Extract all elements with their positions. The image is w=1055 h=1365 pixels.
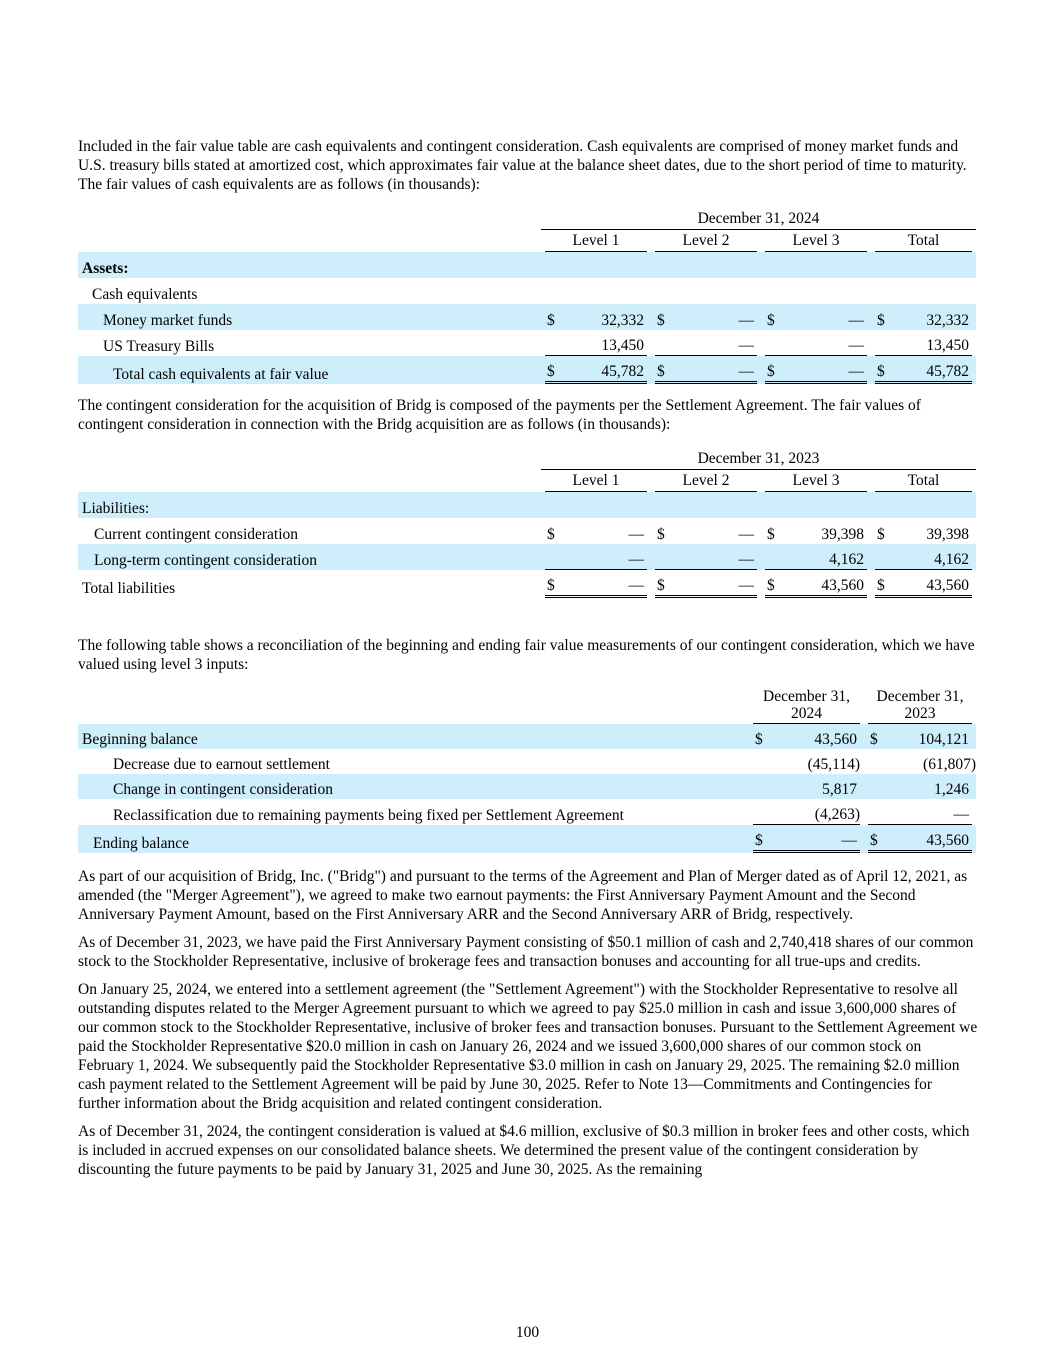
row-label: Long-term contingent consideration — [78, 544, 541, 570]
currency-symbol: $ — [767, 526, 775, 543]
currency-symbol: $ — [657, 363, 665, 380]
cell-value: — — [738, 526, 754, 543]
cell-value: 43,560 — [821, 577, 864, 594]
table2-col-header: Level 1 — [545, 471, 647, 492]
currency-symbol: $ — [870, 832, 878, 849]
cell-value: — — [628, 577, 644, 594]
reconciliation-paragraph: The following table shows a reconciliation of the beginning and ending fair value measurements of our contingent consideration, which we have valued using level 3 inputs: — [78, 637, 975, 673]
currency-symbol: $ — [877, 526, 885, 543]
table3-col-header — [753, 688, 860, 724]
valuation-paragraph: As of December 31, 2024, the contingent consideration is valued at $4.6 million, exclusive of $0.3 million in broker fees and other costs, which is included in accrued expenses on our consolidated balance sheets. We determined the present value of the contingent consideration by discounting the future payments to be paid by January 31, 2025 and June 30, 2025. As the remaining — [78, 1123, 970, 1178]
cell-value: — — [738, 363, 754, 380]
header-line: December 31, — [876, 688, 964, 705]
table-total-row — [78, 356, 976, 384]
currency-symbol: $ — [870, 731, 878, 748]
cell-value: 32,332 — [601, 312, 644, 329]
cell-value: — — [841, 832, 857, 849]
table2-col-header: Level 3 — [765, 471, 867, 492]
currency-symbol: $ — [767, 577, 775, 594]
header-line: 2023 — [904, 705, 936, 722]
contingent-paragraph: The contingent consideration for the acquisition of Bridg is composed of the payments per the Settlement Agreement. The fair values of contingent consideration in connection with the Bridg acquisition are as follows (in thousands): — [78, 397, 921, 433]
currency-symbol: $ — [547, 363, 555, 380]
cell-value: (45,114) — [807, 756, 860, 773]
cell-value: 43,560 — [926, 577, 969, 594]
row-label: Current contingent consideration — [94, 526, 299, 543]
table-row — [78, 304, 976, 330]
cell-value: 13,450 — [926, 337, 969, 354]
cell-value: — — [848, 312, 864, 329]
cash-equivalents-label: Cash equivalents — [92, 286, 198, 303]
currency-symbol: $ — [877, 363, 885, 380]
table1-date-header: December 31, 2024 — [541, 209, 976, 230]
intro-paragraph: Included in the fair value table are cash equivalents and contingent consideration. Cash equivalents are comprised of money market funds and U.S. treasury bills stated at amortized cost, which approximates fair value at the balance sheet dates, due to the short period of time to maturity. The fair values of cash equivalents are as follows (in thousands): — [78, 138, 967, 193]
cell-value: — — [848, 337, 864, 354]
cell-value: 39,398 — [926, 526, 969, 543]
settlement-paragraph: On January 25, 2024, we entered into a settlement agreement (the "Settlement Agreement") with the Stockholder Representative to resolve all outstanding disputes related to the Merger Agreement pursuant to which we agreed to pay $25.0 million in cash and issue 3,600,000 shares of our common stock to the Stockholder Representative, inclusive of broker fees and transaction bonuses. Pursuant to the Settlement Agreement we paid the Stockholder Representative $20.0 million in cash on January 26, 2024 and we issued 3,600,000 shares of our common stock on February 1, 2024. We subsequently paid the Stockholder Representative $3.0 million in cash on January 29, 2025. The remaining $2.0 million cash payment related to the Settlement Agreement will be paid by June 30, 2025. Refer to Note 13—Commitments and Contingencies for further information about the Bridg acquisition and related contingent consideration. — [78, 981, 978, 1112]
cell-value: — — [738, 337, 754, 354]
cell-value: 45,782 — [601, 363, 644, 380]
cell-value: — — [738, 312, 754, 329]
currency-symbol: $ — [755, 832, 763, 849]
table-row — [78, 544, 976, 570]
cell-value: 13,450 — [601, 337, 644, 354]
row-label: Reclassification due to remaining payments being fixed per Settlement Agreement — [113, 807, 624, 824]
cell-value: 45,782 — [926, 363, 969, 380]
table-row — [78, 799, 976, 825]
row-label: Ending balance — [78, 825, 749, 853]
table-row — [78, 774, 976, 799]
cell-value: 104,121 — [918, 731, 969, 748]
cell-value: — — [628, 526, 644, 543]
header-line: 2024 — [791, 705, 822, 722]
currency-symbol: $ — [755, 731, 763, 748]
cell-value: 43,560 — [814, 731, 857, 748]
row-label: Beginning balance — [78, 724, 749, 749]
table-section-row — [78, 252, 976, 278]
table2-col-header: Level 2 — [655, 471, 757, 492]
cell-value: — — [628, 551, 644, 568]
table-row — [78, 724, 976, 749]
row-label: Money market funds — [78, 304, 541, 330]
contingent-consideration-table — [78, 448, 976, 598]
table1-col-header: Level 1 — [545, 231, 647, 252]
cell-value: 39,398 — [821, 526, 864, 543]
cell-value: (61,807) — [923, 756, 976, 773]
row-label: US Treasury Bills — [103, 338, 215, 355]
table-row — [78, 749, 976, 774]
table2-col-header: Total — [875, 471, 972, 492]
earnout-paragraph: As part of our acquisition of Bridg, Inc. ("Bridg") and pursuant to the terms of the Agreement and Plan of Merger dated as of April 12, 2021, as amended (the "Merger Agreement"), we agreed to make two earnout payments: the First Anniversary Payment Amount and the Second Anniversary Payment Amount, based on the First Anniversary ARR and the Second Anniversary ARR of Bridg, respectively. — [78, 868, 968, 923]
cell-value: 4,162 — [829, 551, 864, 568]
currency-symbol: $ — [767, 312, 775, 329]
currency-symbol: $ — [547, 577, 555, 594]
table-row — [78, 518, 976, 544]
currency-symbol: $ — [657, 526, 665, 543]
currency-symbol: $ — [547, 526, 555, 543]
cell-value: 32,332 — [926, 312, 969, 329]
liabilities-label: Liabilities: — [78, 492, 541, 518]
currency-symbol: $ — [767, 363, 775, 380]
cell-value: 4,162 — [934, 551, 969, 568]
page-content — [78, 137, 978, 1188]
table-total-row — [78, 825, 976, 853]
row-label: Total cash equivalents at fair value — [78, 356, 541, 384]
reconciliation-table — [78, 688, 976, 853]
cell-value: 43,560 — [926, 832, 969, 849]
page-number: 100 — [515, 1324, 540, 1341]
table3-col-header — [868, 688, 972, 724]
table-total-row — [78, 570, 976, 598]
row-label: Decrease due to earnout settlement — [113, 756, 330, 773]
cell-value: — — [738, 577, 754, 594]
table1-col-header: Level 3 — [765, 231, 867, 252]
currency-symbol: $ — [877, 577, 885, 594]
currency-symbol: $ — [547, 312, 555, 329]
currency-symbol: $ — [657, 577, 665, 594]
cell-value: 1,246 — [934, 781, 969, 798]
cell-value: 5,817 — [822, 781, 857, 798]
header-line: December 31, — [763, 688, 850, 705]
table1-col-header: Level 2 — [655, 231, 757, 252]
first-anniversary-paragraph: As of December 31, 2023, we have paid the First Anniversary Payment consisting of $50.1 million of cash and 2,740,418 shares of our common stock to the Stockholder Representative, inclusive of brokerage fees and transaction bonuses and accounting for all true-ups and credits. — [78, 934, 974, 970]
cash-equivalents-table — [78, 208, 976, 384]
row-label: Total liabilities — [82, 580, 176, 597]
currency-symbol: $ — [657, 312, 665, 329]
table-section-row — [78, 492, 976, 518]
table-group-row — [78, 278, 976, 304]
currency-symbol: $ — [877, 312, 885, 329]
cell-value: — — [953, 806, 969, 823]
cell-value: (4,263) — [814, 806, 860, 823]
table-row — [78, 330, 976, 356]
cell-value: — — [738, 551, 754, 568]
table2-date-header: December 31, 2023 — [541, 449, 976, 470]
assets-label: Assets: — [78, 252, 541, 278]
cell-value: — — [848, 363, 864, 380]
row-label: Change in contingent consideration — [78, 774, 749, 799]
table1-col-header: Total — [875, 231, 972, 252]
